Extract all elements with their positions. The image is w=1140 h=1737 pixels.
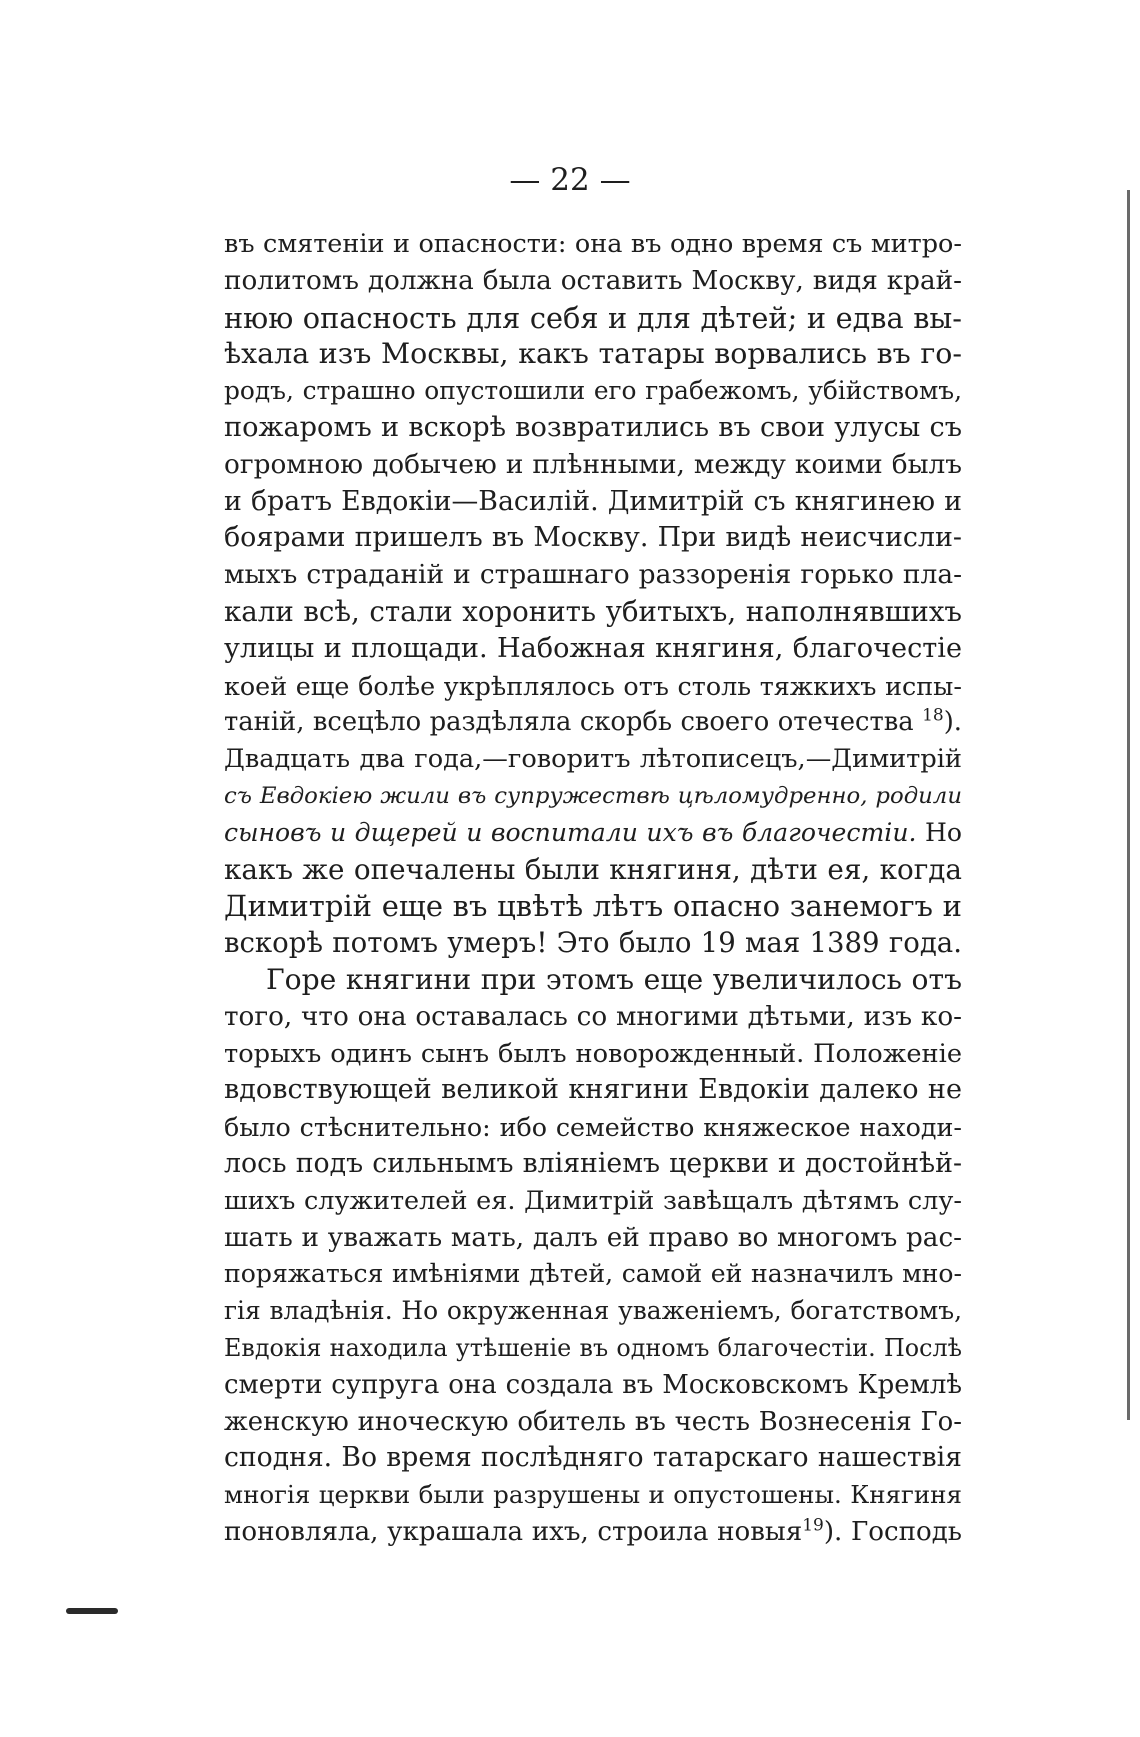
line-text: Но xyxy=(916,817,962,847)
line-text: ). xyxy=(943,707,962,738)
ink-mark xyxy=(66,1608,118,1614)
text-line: въ смятеніи и опасности: она въ одно время съ митро- xyxy=(224,229,962,259)
text-line: мыхъ страданій и страшнаго раззоренія горько пла- xyxy=(224,559,962,591)
text-line: смерти супруга она создала въ Московскомъ Кремлѣ xyxy=(224,1369,962,1400)
italic-quote-line: съ Евдокіею жили въ супружествѣ цѣломудренно, родили xyxy=(224,782,962,809)
text-line: огромною добычею и плѣнными, между коими былъ xyxy=(224,449,962,480)
text-line-with-footnote xyxy=(224,1514,962,1551)
page-number: — 22 — xyxy=(509,162,631,198)
text-line: родъ, страшно опустошили его грабежомъ, убійствомъ, xyxy=(224,376,962,406)
line-text: поновляла, украшала ихъ, строила новыя xyxy=(224,1516,803,1547)
line-text: ). Господь xyxy=(823,1516,963,1547)
mixed-quote-line xyxy=(224,815,962,852)
text-line: вдовствующей великой княгини Евдокіи далеко не xyxy=(224,1074,962,1106)
italic-quote-text: сыновъ и дщерей и воспитали ихъ въ благочестіи. xyxy=(224,817,917,847)
text-line: коей еще болѣе укрѣплялось отъ столь тяжкихъ испы- xyxy=(224,670,962,701)
text-line: боярами пришелъ въ Москву. При видѣ неисчисли- xyxy=(224,522,962,554)
text-line: было стѣснительно: ибо семейство княжеское находи- xyxy=(224,1112,962,1143)
text-line: того, что она оставалась со многими дѣтьми, изъ ко- xyxy=(224,1001,962,1032)
text-line: нюю опасность для себя и для дѣтей; и едва вы- xyxy=(224,300,962,335)
text-line: политомъ должна была оставить Москву, видя край- xyxy=(224,265,962,296)
text-line: какъ же опечалены были княгиня, дѣти ея, когда xyxy=(224,852,962,886)
text-line: шать и уважать мать, далъ ей право во многомъ рас- xyxy=(224,1222,962,1253)
text-line: кали всѣ, стали хоронить убитыхъ, наполнявшихъ xyxy=(224,594,962,628)
text-line: ѣхала изъ Москвы, какъ татары ворвались въ го- xyxy=(224,337,962,371)
paragraph-1 xyxy=(224,226,962,962)
text-line: сподня. Во время послѣдняго татарскаго нашествія xyxy=(224,1442,962,1474)
text-line: лось подъ сильнымъ вліяніемъ церкви и достойнѣй- xyxy=(224,1147,962,1179)
footnote-ref: 18 xyxy=(922,705,944,726)
text-line: многія церкви были разрушены и опустошены. Княгиня xyxy=(224,1480,962,1510)
text-line: Горе княгини при этомъ еще увеличилось отъ xyxy=(266,962,962,996)
body-text xyxy=(224,226,962,1551)
text-line: поряжаться имѣніями дѣтей, самой ей назначилъ мно- xyxy=(224,1259,962,1289)
text-line: Евдокія находила утѣшеніе въ одномъ благочестіи. Послѣ xyxy=(224,1333,962,1362)
text-line: и братъ Евдокіи—Василій. Димитрій съ княгинею и xyxy=(224,485,962,517)
text-line: вскорѣ потомъ умеръ! Это было 19 мая 1389 года. xyxy=(224,927,962,960)
text-line: торыхъ одинъ сынъ былъ новорожденный. Положеніе xyxy=(224,1038,962,1069)
page-edge-shadow xyxy=(1127,190,1130,1420)
text-line: Димитрій еще въ цвѣтѣ лѣтъ опасно занемогъ и xyxy=(224,889,962,924)
text-line: пожаромъ и вскорѣ возвратились въ свои улусы съ xyxy=(224,411,962,443)
text-line: улицы и площади. Набожная княгиня, благочестіе xyxy=(224,632,962,664)
text-line: женскую иноческую обитель въ честь Вознесенія Го- xyxy=(224,1406,962,1437)
text-line-with-footnote xyxy=(224,704,962,741)
text-line: Двадцать два года,—говоритъ лѣтописецъ,—Димитрій xyxy=(224,744,962,775)
text-line: гія владѣнія. Но окруженная уваженіемъ, богатствомъ, xyxy=(224,1296,962,1326)
text-line: шихъ служителей ея. Димитрій завѣщалъ дѣтямъ слу- xyxy=(224,1185,962,1216)
footnote-ref: 19 xyxy=(802,1515,824,1536)
line-text: таній, всецѣло раздѣляла скорбь своего отечества xyxy=(224,707,923,738)
paragraph-2 xyxy=(224,962,962,1551)
